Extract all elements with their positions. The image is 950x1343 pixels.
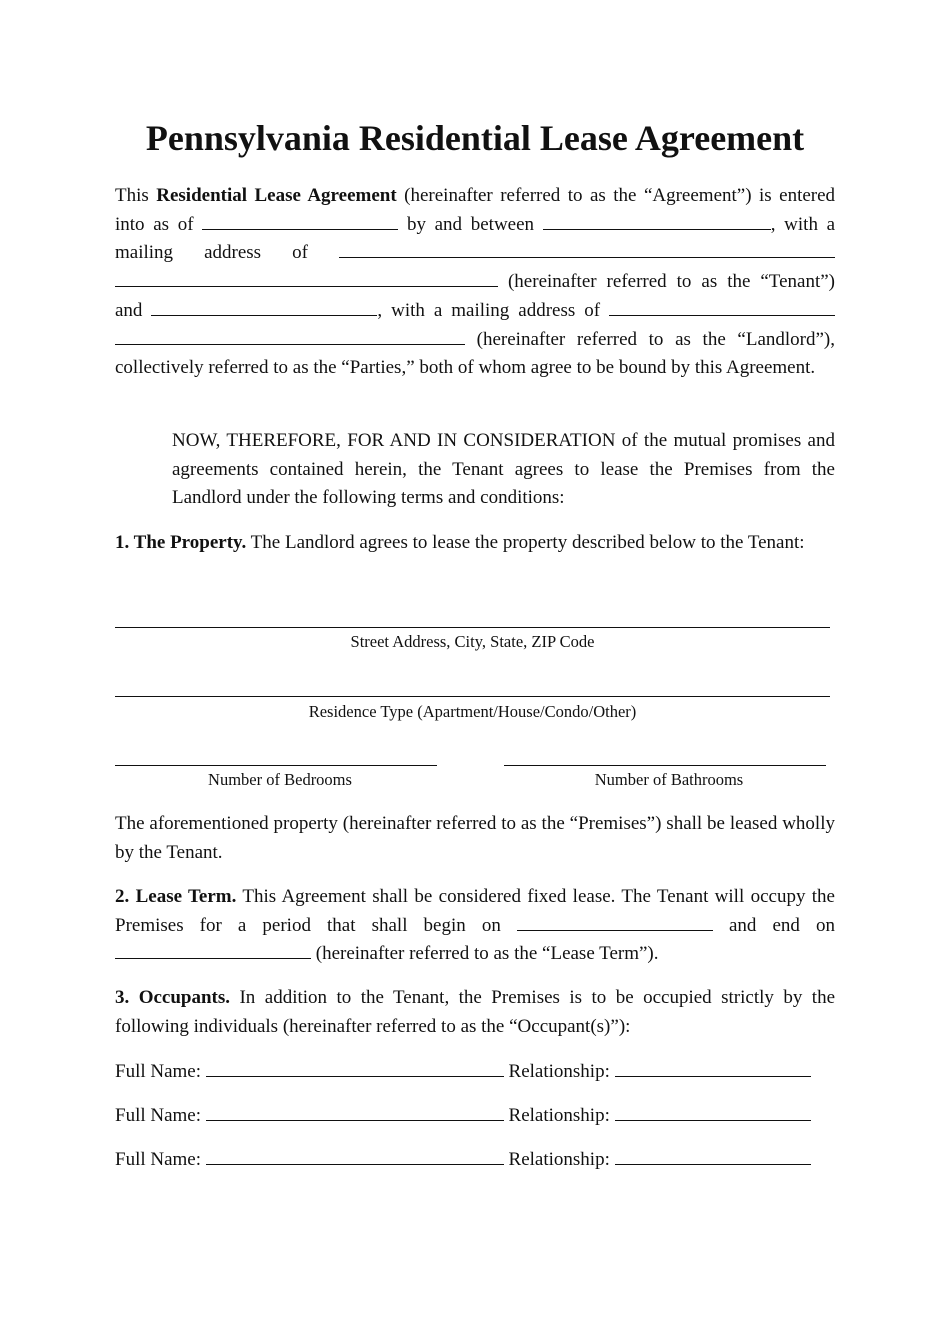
consideration-paragraph: NOW, THEREFORE, FOR AND IN CONSIDERATION of the mutual promises and agreements contained herein, the Tenant agrees to lease the Premises from the Landlord under the following terms and conditions:	[172, 430, 835, 509]
lease-start-date-field[interactable]	[517, 913, 713, 931]
street-address-line[interactable]	[115, 627, 830, 628]
occupant-relationship-field[interactable]	[615, 1146, 811, 1165]
residence-type-caption: Residence Type (Apartment/House/Condo/Other)	[308, 702, 637, 721]
full-name-label: Full Name:	[115, 1105, 202, 1126]
premises-paragraph: The aforementioned property (hereinafter referred to as the “Premises”) shall be leased wholly by the Tenant.	[115, 813, 835, 863]
section-lease-term: 2. Lease Term. This Agreement shall be considered fixed lease. The Tenant will occupy the Premises for a period that shall begin on and end on (hereinafter referred to as the “Lease Term”).	[115, 886, 835, 965]
relationship-label: Relationship:	[508, 1149, 610, 1170]
agreement-name: Residential Lease Agreement	[156, 185, 397, 206]
section-occupants: 3. Occupants. In addition to the Tenant, the Premises is to be occupied strictly by the following individuals (hereinafter referred to as the “Occupant(s)”):	[115, 987, 836, 1037]
tenant-name-field[interactable]	[543, 212, 771, 230]
occupant-row	[115, 1102, 835, 1129]
bathrooms-caption: Number of Bathrooms	[594, 770, 744, 789]
section-occupants-heading: 3. Occupants.	[115, 987, 231, 1008]
landlord-address-field-2[interactable]	[115, 327, 465, 345]
section-lease-term-heading: 2. Lease Term.	[115, 886, 237, 907]
occupant-row	[115, 1058, 835, 1085]
tenant-address-field-1[interactable]	[339, 240, 835, 258]
landlord-name-field[interactable]	[151, 298, 377, 316]
relationship-label: Relationship:	[508, 1061, 610, 1082]
occupant-name-field[interactable]	[206, 1058, 504, 1077]
occupant-relationship-field[interactable]	[615, 1102, 811, 1121]
tenant-address-field-2[interactable]	[115, 269, 498, 287]
agreement-date-field[interactable]	[202, 212, 398, 230]
bedrooms-caption: Number of Bedrooms	[208, 770, 352, 789]
relationship-label: Relationship:	[508, 1105, 610, 1126]
occupant-relationship-field[interactable]	[615, 1058, 811, 1077]
street-address-caption: Street Address, City, State, ZIP Code	[350, 632, 595, 651]
lease-end-date-field[interactable]	[115, 941, 311, 959]
residence-type-line[interactable]	[115, 696, 830, 697]
bedrooms-line[interactable]	[115, 765, 437, 766]
intro-paragraph: This Residential Lease Agreement (hereinafter referred to as the “Agreement”) is entered into as of by and between , with a mailing address of (hereinafter referred to as the “Tenant”) and , with a mailing address of (hereinafter referred to as the “Landlord”), collectively referred to as the “Parties,” both of whom agree to be bound by this Agreement.	[115, 185, 836, 379]
full-name-label: Full Name:	[115, 1149, 202, 1170]
landlord-address-field-1[interactable]	[609, 298, 835, 316]
occupant-name-field[interactable]	[206, 1102, 504, 1121]
occupant-name-field[interactable]	[206, 1146, 504, 1165]
section-property: 1. The Property. The Landlord agrees to lease the property described below to the Tenant:	[115, 532, 805, 553]
bathrooms-line[interactable]	[504, 765, 826, 766]
document-title: Pennsylvania Residential Lease Agreement	[145, 118, 805, 158]
occupant-row	[115, 1146, 835, 1173]
section-property-heading: 1. The Property.	[115, 532, 247, 553]
full-name-label: Full Name:	[115, 1061, 202, 1082]
